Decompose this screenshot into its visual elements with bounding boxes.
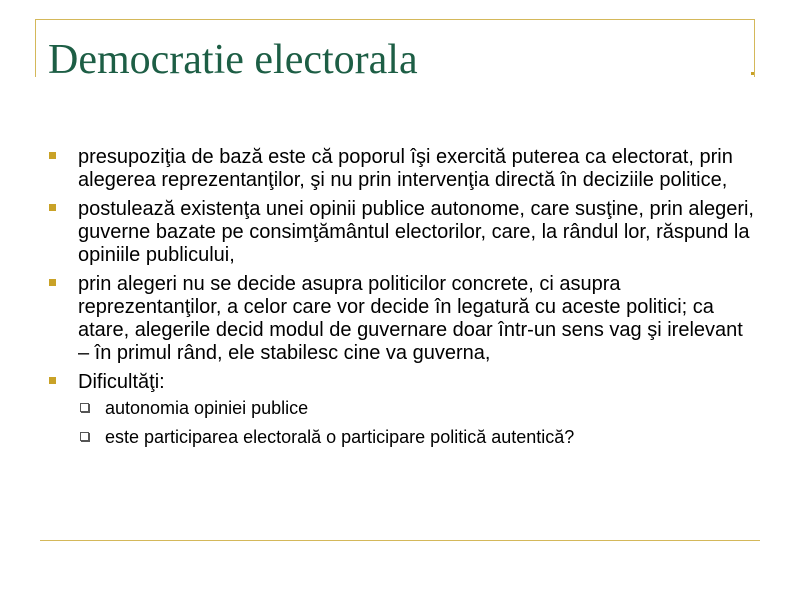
sub-bullet-list [78,398,756,448]
bullet-item [46,146,756,192]
square-bullet-icon [49,152,56,159]
corner-dot [751,72,754,75]
bullet-list [46,146,756,456]
bullet-text: presupoziţia de bază este că poporul îşi exercită puterea ca electorat, prin alegerea reprezentanţilor, şi nu prin intervenţia directă în deciziile politice, [78,146,733,191]
square-bullet-icon [49,204,56,211]
frame-right-line [754,19,755,77]
frame-top-line [35,19,755,20]
frame-left-line [35,19,36,77]
sub-bullet-item [78,398,756,419]
hollow-square-bullet-icon [80,403,89,412]
bullet-text: prin alegeri nu se decide asupra politicilor concrete, ci asupra reprezentanţilor, a celor care vor decide în legatură cu aceste politici; ca atare, alegerile decid modul de guvernare doar într-un sens vag şi irelevant – în primul rând, ele stabilesc cine va guverna, [78,273,743,364]
hollow-square-bullet-icon [80,432,89,441]
bullet-text: Dificultăţi: [78,371,165,393]
bullet-item [46,273,756,365]
slide-title: Democratie electorala [48,37,418,83]
sub-bullet-item [78,427,756,448]
bullet-item [46,198,756,267]
square-bullet-icon [49,279,56,286]
square-bullet-icon [49,377,56,384]
sub-bullet-text: autonomia opiniei publice [105,398,309,418]
bullet-text: postulează existenţa unei opinii publice autonome, care susţine, prin alegeri, guverne bazate pe consimţământul electorilor, care, la rândul lor, răspund la opiniile publicului, [78,198,754,266]
frame-bottom-line [40,540,760,541]
sub-bullet-text: este participarea electorală o participare politică autentică? [105,427,575,447]
bullet-item [46,371,756,448]
